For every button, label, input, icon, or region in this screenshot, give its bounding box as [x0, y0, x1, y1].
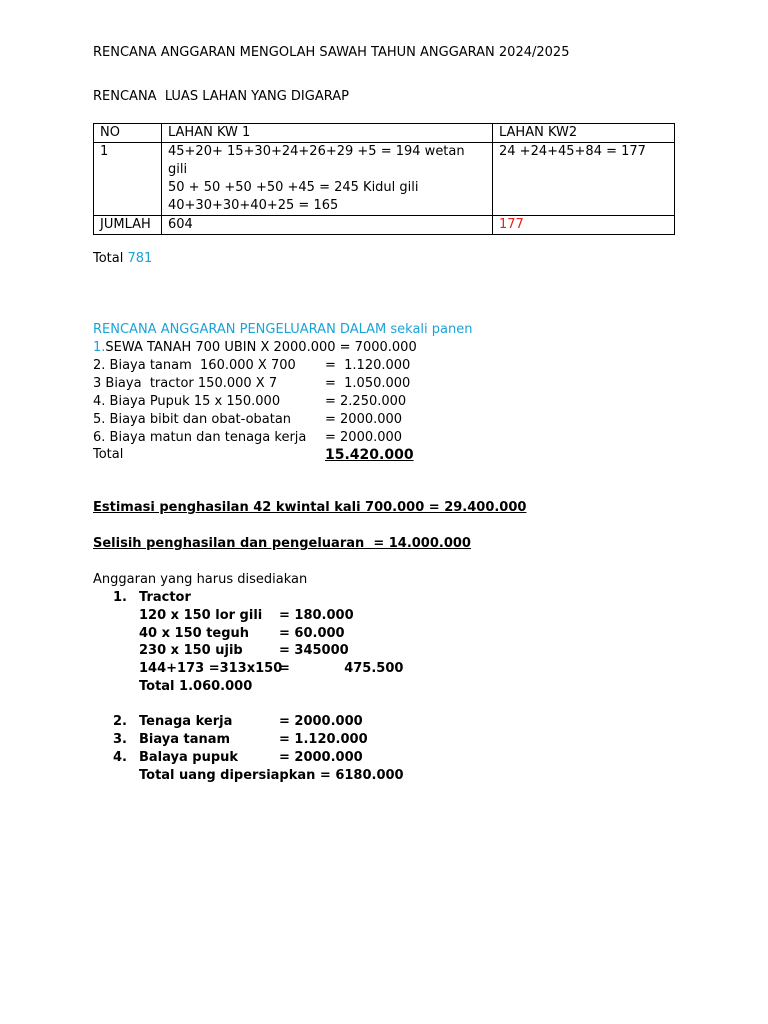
tractor-line-value: = 345000 — [279, 643, 349, 658]
tractor-line-label: 230 x 150 ujib — [139, 643, 243, 658]
item-label: 6. Biaya matun dan tenaga kerja — [93, 430, 307, 445]
kw1-line-wetan-gili: 45+20+ 15+30+24+26+29 +5 = 194 wetan gili — [168, 144, 465, 177]
pengeluaran-heading: RENCANA ANGGARAN PENGELUARAN DALAM sekali panen — [93, 322, 473, 337]
table-jumlah-row — [94, 216, 675, 235]
item-label: 5. Biaya bibit dan obat-obatan — [93, 412, 292, 427]
total-value: 781 — [127, 251, 153, 266]
anggaran-item-value: = 2000.000 — [279, 714, 363, 729]
item-label: 2. Biaya tanam 160.000 X 700 — [93, 358, 296, 373]
tractor-line-label: 144+173 =313x150 — [139, 661, 283, 676]
total-line — [93, 250, 152, 268]
pengeluaran-item — [93, 393, 280, 411]
table-row — [94, 143, 675, 216]
anggaran-item-label: Balaya pupuk — [139, 750, 239, 765]
item-label: 4. Biaya Pupuk 15 x 150.000 — [93, 394, 281, 409]
cell-jumlah-label: JUMLAH — [94, 216, 162, 235]
table-header-row — [94, 124, 675, 143]
cell-no: 1 — [94, 143, 162, 216]
anggaran-item-value: = 2000.000 — [279, 750, 363, 765]
anggaran-item-number: 1. — [113, 590, 127, 605]
item-value: = 2.250.000 — [325, 394, 407, 409]
total-label: Total — [93, 251, 124, 266]
pengeluaran-item-1 — [93, 339, 417, 357]
cell-kw2: 24 +24+45+84 = 177 — [493, 143, 675, 216]
pengeluaran-item — [93, 357, 296, 375]
tractor-title: Tractor — [139, 590, 191, 605]
pengeluaran-total-label: Total — [93, 447, 124, 462]
grand-total: Total uang dipersiapkan = 6180.000 — [139, 768, 404, 783]
item-value: = 2000.000 — [325, 430, 403, 445]
cell-kw1 — [162, 143, 493, 216]
tractor-line-label: 120 x 150 lor gili — [139, 608, 263, 623]
anggaran-item-label: Biaya tanam — [139, 732, 231, 747]
tractor-line-value: = 180.000 — [279, 608, 354, 623]
selisih-line: Selisih penghasilan dan pengeluaran = 14.000.000 — [93, 536, 471, 551]
tractor-line-value: = 60.000 — [279, 626, 345, 641]
anggaran-item-number: 3. — [113, 732, 127, 747]
pengeluaran-total-value: 15.420.000 — [325, 447, 414, 463]
header-lahan-kw1: LAHAN KW 1 — [162, 124, 493, 143]
cell-jumlah-kw2: 177 — [493, 216, 675, 235]
pengeluaran-item — [93, 429, 306, 447]
header-lahan-kw2: LAHAN KW2 — [493, 124, 675, 143]
kw1-line-kidul-gili: 50 + 50 +50 +50 +45 = 245 Kidul gili — [168, 180, 419, 195]
kw1-line-third: 40+30+30+40+25 = 165 — [168, 198, 339, 213]
anggaran-heading: Anggaran yang harus disediakan — [93, 572, 308, 587]
anggaran-item-number: 4. — [113, 750, 127, 765]
estimasi-line: Estimasi penghasilan 42 kwintal kali 700.000 = 29.400.000 — [93, 500, 527, 515]
tractor-line-value: = 475.500 — [279, 661, 404, 676]
anggaran-item-number: 2. — [113, 714, 127, 729]
section-subtitle: RENCANA LUAS LAHAN YANG DIGARAP — [93, 89, 349, 104]
tractor-total: Total 1.060.000 — [139, 679, 253, 694]
pengeluaran-item — [93, 375, 277, 393]
document-title: RENCANA ANGGARAN MENGOLAH SAWAH TAHUN ANGGARAN 2024/2025 — [93, 45, 570, 60]
pengeluaran-item — [93, 411, 291, 429]
item-value: = 1.120.000 — [325, 358, 411, 373]
item-label: 3 Biaya tractor 150.000 X 7 — [93, 376, 278, 391]
lahan-table — [93, 123, 675, 235]
item-1-number: 1. — [93, 340, 106, 355]
anggaran-item-label: Tenaga kerja — [139, 714, 233, 729]
anggaran-item-value: = 1.120.000 — [279, 732, 368, 747]
item-1-text: SEWA TANAH 700 UBIN X 2000.000 = 7000.000 — [105, 340, 417, 355]
header-no: NO — [94, 124, 162, 143]
cell-jumlah-kw1: 604 — [162, 216, 493, 235]
item-value: = 2000.000 — [325, 412, 403, 427]
item-value: = 1.050.000 — [325, 376, 411, 391]
tractor-line-label: 40 x 150 teguh — [139, 626, 250, 641]
